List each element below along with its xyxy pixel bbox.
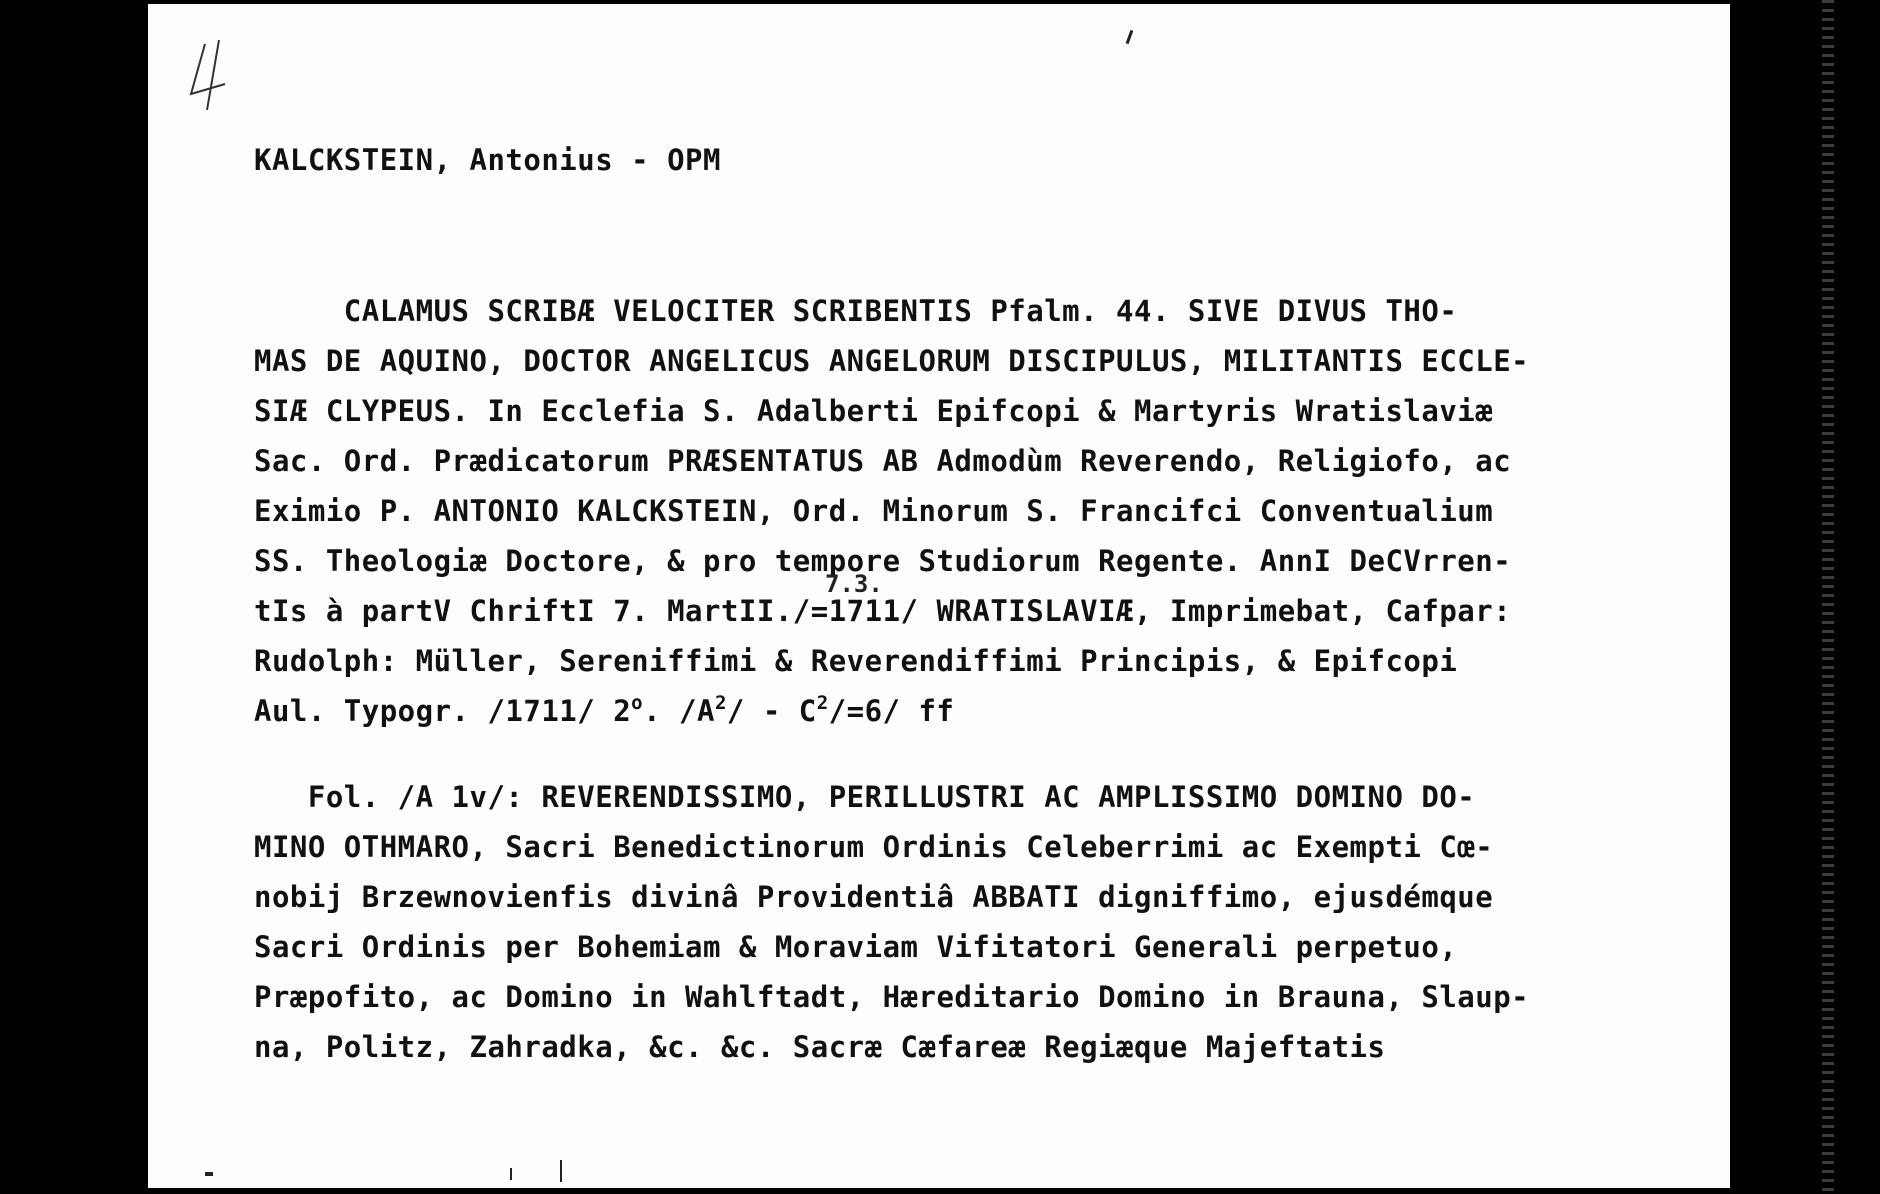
scanner-edge-marks (1822, 0, 1834, 1194)
text-line: Fol. /A 1v/: REVERENDISSIMO, PERILLUSTRI AC AMPLISSIMO DOMINO DO- (254, 780, 1476, 814)
text-segment: . /A (643, 694, 715, 728)
text-line: MINO OTHMARO, Sacri Benedictinorum Ordinis Celeberrimi ac Exempti Cœ- (254, 830, 1494, 864)
superscript: 2 (714, 692, 727, 714)
text-segment: /=6/ ff (828, 694, 955, 728)
text-line: Præpofito, ac Domino in Wahlftadt, Hæreditario Domino in Brauna, Slaup- (254, 980, 1530, 1014)
text-line: SS. Theologiæ Doctore, & pro tempore Studiorum Regente. AnnI DeCVrren- (254, 544, 1512, 578)
scan-speck (205, 1172, 213, 1176)
handwritten-date-note: 7.3. (825, 570, 883, 598)
text-line: SIÆ CLYPEUS. In Ecclefia S. Adalberti Epifcopi & Martyris Wratislaviæ (254, 394, 1494, 428)
superscript: 2 (816, 692, 829, 714)
text-line-last (254, 691, 954, 731)
text-line: Sac. Ord. Prædicatorum PRÆSENTATUS AB Admodùm Reverendo, Religiofo, ac (254, 444, 1512, 478)
card-heading: KALCKSTEIN, Antonius - OPM (254, 143, 721, 177)
scan-speck (510, 1168, 512, 1180)
text-line: nobij Brzewnovienfis divinâ Providentiâ ABBATI digniffimo, ejusdémque (254, 880, 1494, 914)
text-line: Rudolph: Müller, Sereniffimi & Reverendiffimi Principis, & Epifcopi (254, 644, 1458, 678)
scan-speck (560, 1160, 562, 1182)
text-line: tIs à partV ChriftI 7. MartII./=1711/ WRATISLAVIÆ, Imprimebat, Cafpar: (254, 594, 1512, 628)
text-line: MAS DE AQUINO, DOCTOR ANGELICUS ANGELORUM DISCIPULUS, MILITANTIS ECCLE- (254, 344, 1530, 378)
degree-superscript: o (631, 692, 644, 714)
text-line: na, Politz, Zahradka, &c. &c. Sacræ Cæfareæ Regiæque Majeftatis (254, 1030, 1386, 1064)
text-line: Eximio P. ANTONIO KALCKSTEIN, Ord. Minorum S. Francifci Conventualium (254, 494, 1494, 528)
text-line: CALAMUS SCRIBÆ VELOCITER SCRIBENTIS Pfalm. 44. SIVE DIVUS THO- (254, 294, 1458, 328)
text-segment: Aul. Typogr. /1711/ 2 (254, 694, 632, 728)
handwritten-mark (185, 34, 245, 114)
text-segment: / - C (726, 694, 817, 728)
text-line: Sacri Ordinis per Bohemiam & Moraviam Vifitatori Generali perpetuo, (254, 930, 1458, 964)
